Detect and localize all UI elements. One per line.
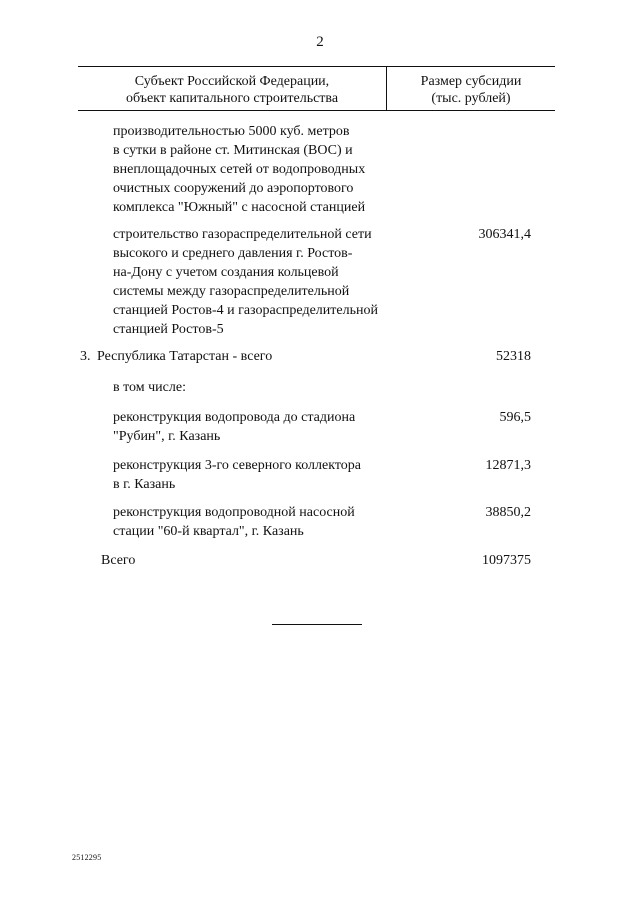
row-amount: 596,5: [499, 410, 531, 425]
table-header: [78, 66, 555, 111]
row-amount: 306341,4: [478, 227, 531, 242]
row-description: реконструкция водопроводной насосной стации "60-й квартал", г. Казань: [113, 505, 355, 539]
end-separator-line: [272, 624, 362, 625]
row-description: Республика Татарстан - всего: [97, 349, 273, 364]
row-description: в том числе:: [113, 380, 186, 395]
row-description: реконструкция водопровода до стадиона "Рубин", г. Казань: [113, 410, 356, 444]
row-amount: 1097375: [482, 553, 531, 568]
header-subject-line2: объект капитального строительства: [125, 91, 339, 106]
row-description: Всего: [101, 553, 136, 568]
row-number: 3.: [80, 349, 91, 364]
row-description: строительство газораспределительной сети высокого и среднего давления г. Ростов- на-Дону с учетом создания кольцевой системы между газораспределительной станцией Ростов-4 и газораспределительной станцией Ростов-5: [113, 227, 378, 337]
header-amount-line2: (тыс. рублей): [431, 91, 511, 106]
row-amount: 52318: [496, 349, 531, 364]
header-subject-column: [78, 67, 386, 110]
row-amount: 12871,3: [485, 458, 531, 473]
header-amount-line1: Размер субсидии: [420, 74, 522, 89]
page-number: 2: [316, 34, 324, 50]
document-code: 2512295: [72, 853, 102, 862]
header-amount-column: [387, 67, 555, 110]
row-description: производительностью 5000 куб. метров в сутки в районе ст. Митинская (ВОС) и внеплощадочных сетей от водопроводных очистных сооружений до аэропортового комплекса "Южный" с насосной станцией: [113, 124, 366, 215]
header-subject-line1: Субъект Российской Федерации,: [134, 74, 330, 89]
row-amount: 38850,2: [485, 505, 531, 520]
row-description: реконструкция 3-го северного коллектора в г. Казань: [113, 458, 361, 492]
